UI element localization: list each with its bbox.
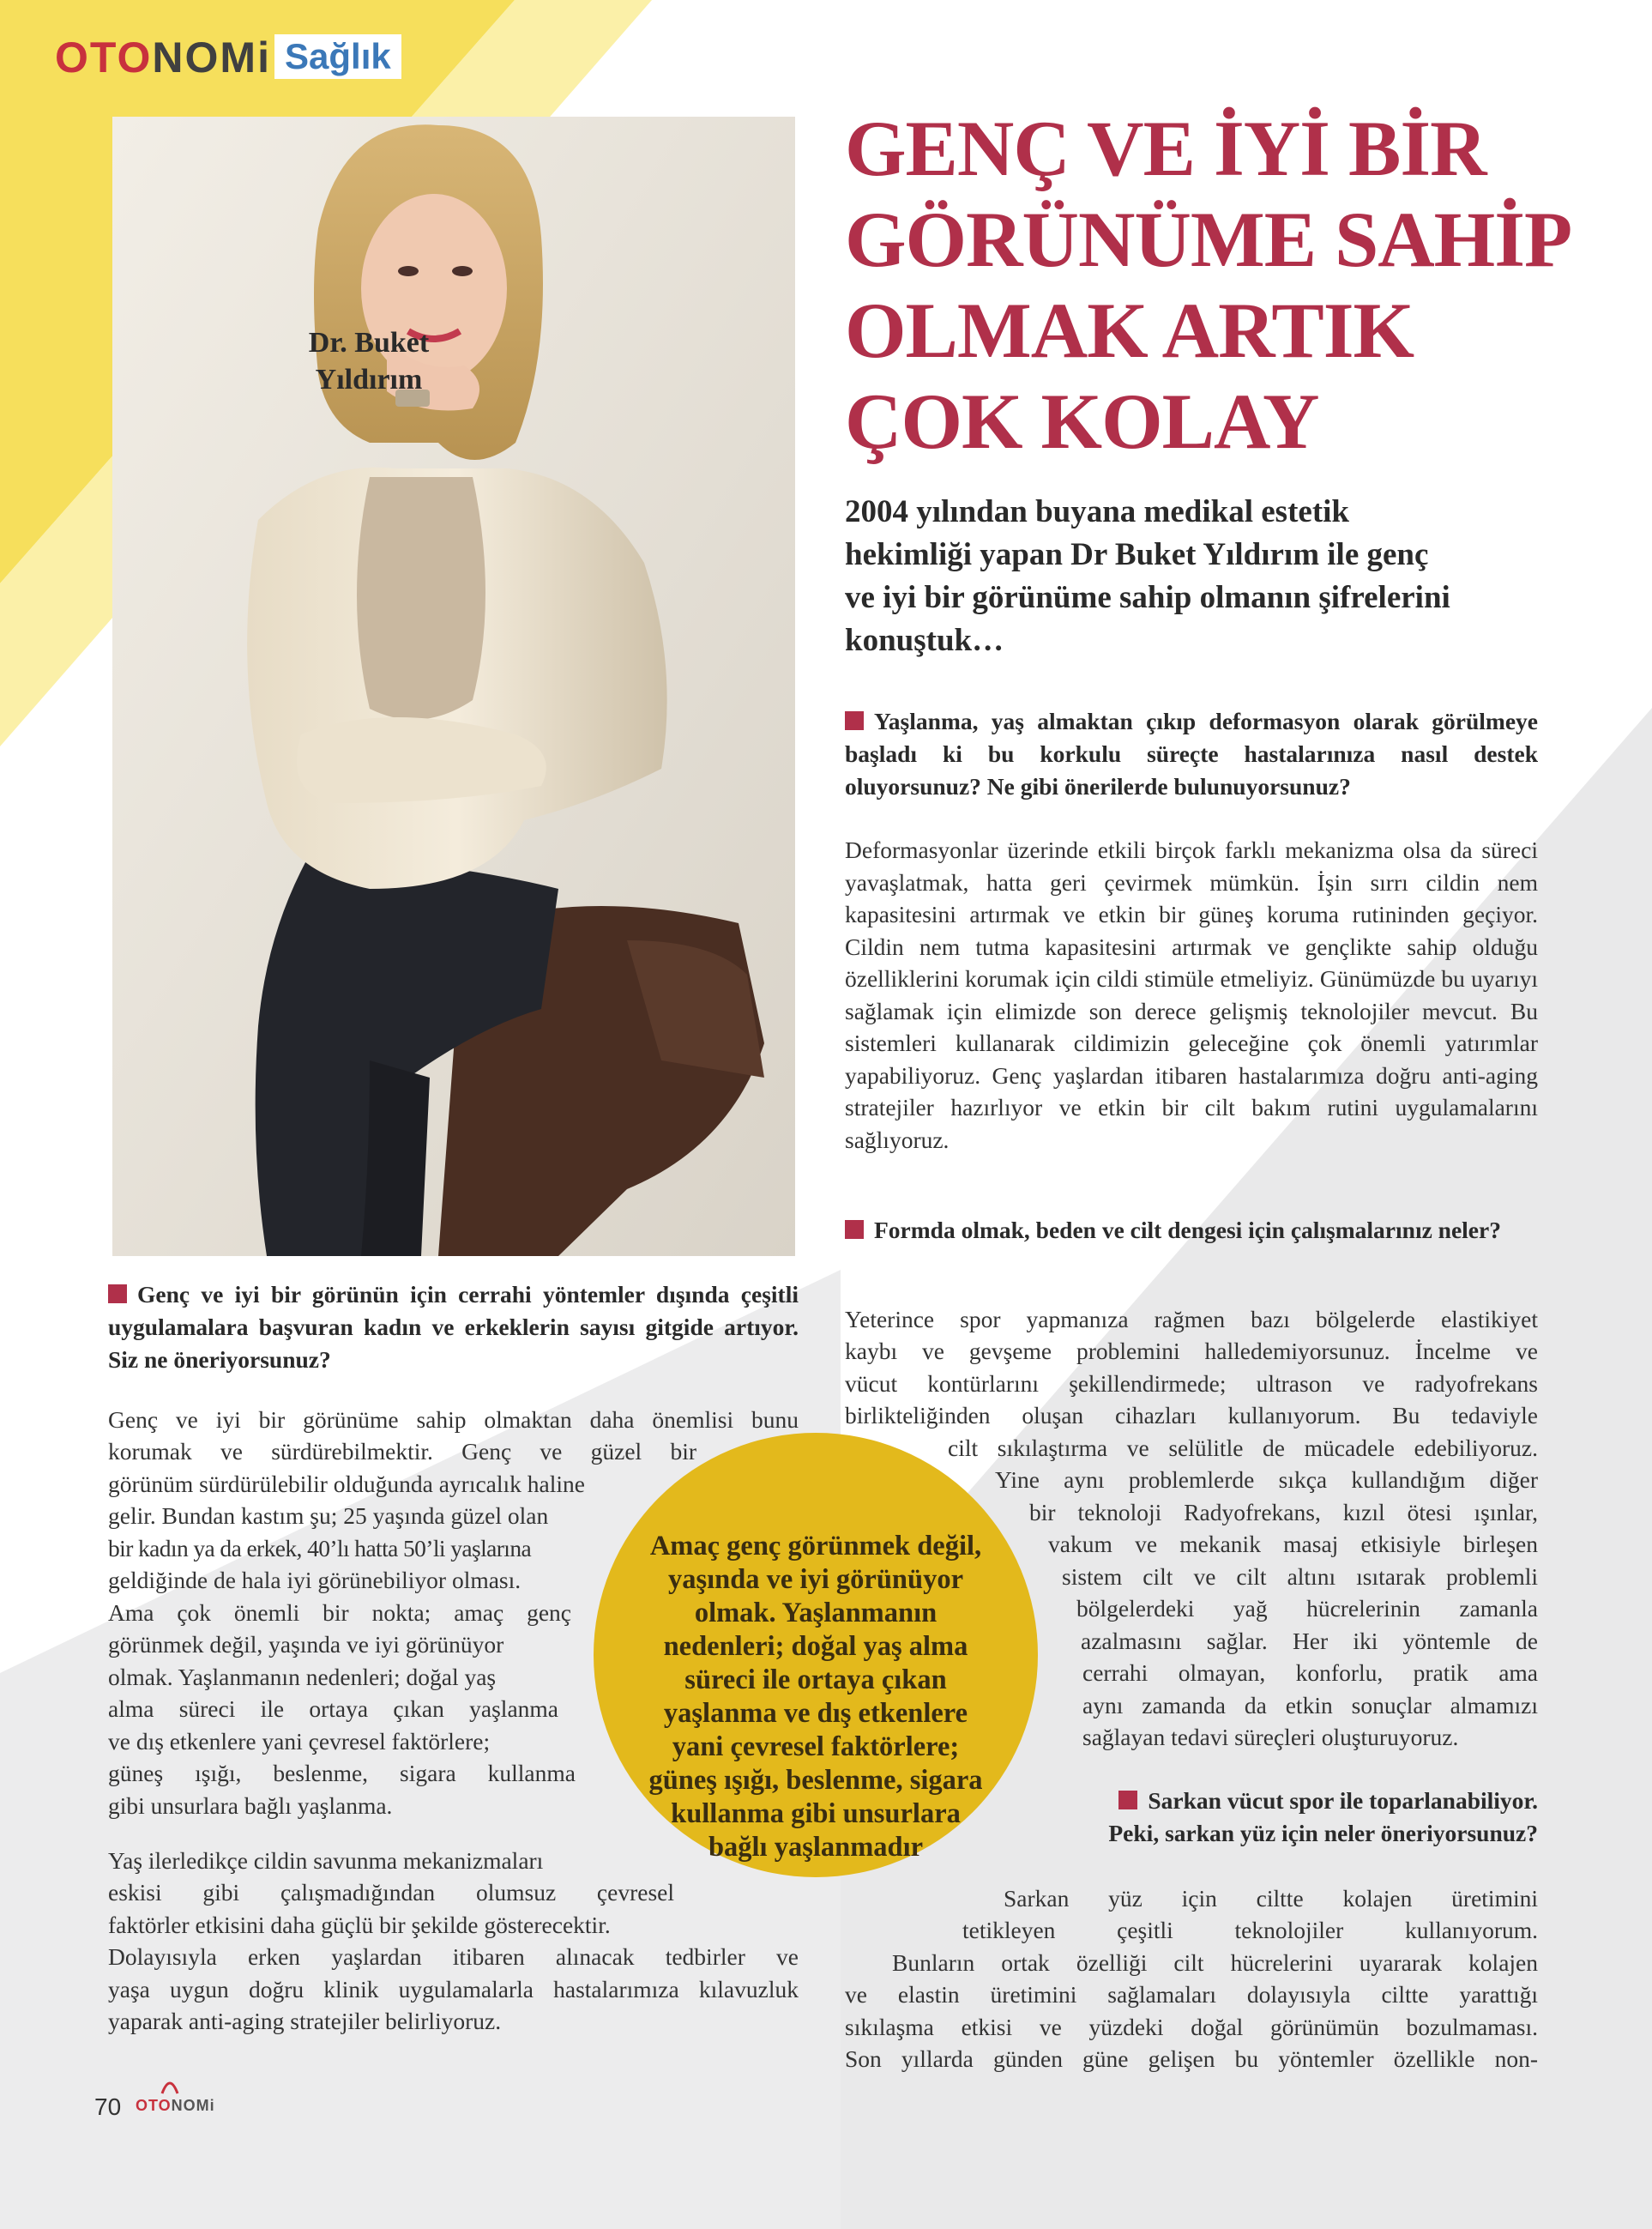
answer-line: Sarkan yüz için ciltte kolajen üretimini: [1004, 1885, 1538, 1912]
answer-line: Son yıllarda günden güne gelişen bu yöntemler özellikle non-: [845, 2045, 1538, 2072]
bullet-square-icon: [1118, 1791, 1137, 1809]
title-line: GÖRÜNÜME SAHİP: [845, 196, 1572, 283]
answer-line: vücut kontürlarını şekillendirmede; ultrason ve radyofrekans: [845, 1370, 1538, 1397]
answer-line: Dolayısıyla erken yaşlardan itibaren alınacak tedbirler ve: [108, 1943, 799, 1970]
answer-line: gibi unsurlara bağlı yaşlanma.: [108, 1792, 393, 1819]
intro-line: 2004 yılından buyana medikal estetik: [845, 494, 1350, 529]
intro-line: konuştuk…: [845, 623, 1004, 658]
title-line: OLMAK ARTIK: [845, 287, 1414, 374]
pull-quote: [623, 1530, 1009, 1864]
question-line: [1042, 1785, 1538, 1817]
answer-line: gelir. Bundan kastım şu; 25 yaşında güzel olan: [108, 1502, 549, 1529]
page-number: 70: [94, 2093, 122, 2120]
answer-line: ve dış etkenlere yani çevresel faktörlere;: [108, 1728, 491, 1755]
article-intro: [845, 491, 1497, 662]
photo-caption: [283, 324, 455, 398]
question-text: Yaşlanma, yaş almaktan çıkıp deformasyon olarak görülmeye başladı ki bu korkulu süreçte hastalarınıza nasıl destek oluyorsunuz? Ne gibi önerilerde bulunuyorsunuz?: [845, 708, 1538, 800]
caption-line: Yıldırım: [315, 364, 423, 396]
answer-line: sağlayan tedavi süreçleri oluşturuyoruz.: [1082, 1724, 1459, 1750]
answer-line: güneş ışığı, beslenme, sigara kullanma: [108, 1760, 576, 1786]
answer-line: korumak ve sürdürebilmektir. Genç ve güzel bir: [108, 1438, 696, 1465]
pull-quote-line: nedenleri; doğal yaş alma: [663, 1631, 968, 1662]
answer-line: tetikleyen çeşitli teknolojiler kullanıyorum.: [962, 1917, 1538, 1943]
answer-1: Deformasyonlar üzerinde etkili birçok farklı mekanizma olsa da süreci yavaşlatmak, hatta geri çevirmek mümkün. İşin sırrı cildin nem kapasitesini artırmak ve etkin bir güneş koruma rutininden geçiyor. Cildin nem tutma kapasitesini artırmak ve gençlikte sahip olduğu özelliklerini korumak için cildi stimüle etmeliyiz. Günümüzde bu uyarıyı sağlamak için elimizde son derece gelişmiş teknolojiler mevcut. Bu sistemleri kullanarak cildimizin geleceğine çok önemli yatırımlar yapabiliyoruz. Genç yaşlardan itibaren hastalarımıza doğru anti-aging stratejiler hazırlıyor ve etkin bir cilt bakım rutini uygulamalarını sağlıyoruz.: [845, 837, 1538, 1153]
question-3: [1042, 1785, 1538, 1850]
question-text: Sarkan vücut spor ile toparlanabiliyor.: [1148, 1787, 1538, 1814]
answer-line: Ama çok önemli bir nokta; amaç genç: [108, 1599, 571, 1626]
answer-line: yaparak anti-aging stratejiler belirliyoruz.: [108, 2008, 502, 2034]
question-line: Peki, sarkan yüz için neler öneriyorsunuz?: [1108, 1820, 1538, 1846]
question-text: Formda olmak, beden ve cilt dengesi için çalışmalarınız neler?: [874, 1217, 1501, 1243]
article-title: [845, 103, 1617, 467]
section-label: Sağlık: [274, 34, 401, 79]
answer-line: birlikteliğinden oluşan cihazları kullanıyorum. Bu tedaviyle: [845, 1402, 1538, 1429]
answer-line: faktörler etkisini daha güçlü bir şekilde gösterecektir.: [108, 1912, 611, 1938]
answer-line: Genç ve iyi bir görünüme sahip olmaktan daha önemlisi bunu: [108, 1406, 799, 1433]
answer-line: geldiğinde de hala iyi görünebiliyor olması.: [108, 1567, 522, 1593]
logo-red: OTO: [55, 33, 153, 82]
answer-line: eskisi gibi çalışmadığından olumsuz çevresel: [108, 1879, 674, 1906]
question-text: Genç ve iyi bir görünün için cerrahi yöntemler dışında çeşitli uygulamalara başvuran kadın ve erkeklerin sayısı gitgide artıyor. Siz ne öneriyorsunuz?: [108, 1281, 799, 1373]
portrait-photo: [112, 117, 795, 1256]
answer-line: ve elastin üretimini sağlamaları dolayısıyla ciltte yarattığı: [845, 1981, 1538, 2008]
answer-line: bir teknoloji Radyofrekans, kızıl ötesi ışınlar,: [1029, 1499, 1538, 1525]
footer-logo-dark: NOMi: [171, 2097, 215, 2114]
logo-arc-icon: [160, 2076, 180, 2095]
pull-quote-line: yaşında ve iyi görünüyor: [667, 1564, 963, 1595]
caption-line: Dr. Buket: [308, 327, 430, 359]
answer-line: azalmasını sağlar. Her iki yöntemle de: [1081, 1628, 1538, 1654]
answer-line: vakum ve mekanik masaj etkisiyle birleşen: [1048, 1531, 1538, 1557]
bullet-square-icon: [845, 1220, 864, 1239]
answer-line: Yaş ilerledikçe cildin savunma mekanizmaları: [108, 1847, 544, 1874]
intro-line: hekimliği yapan Dr Buket Yıldırım ile genç: [845, 537, 1429, 572]
logo-dark: NOMi: [152, 33, 271, 82]
question-2: [845, 1214, 1538, 1247]
pull-quote-line: Amaç genç görünmek değil,: [649, 1531, 982, 1562]
pull-quote-line: olmak. Yaşlanmanın: [694, 1598, 938, 1628]
answer-line: Bunların ortak özelliği cilt hücrelerini uyararak kolajen: [892, 1949, 1538, 1976]
pull-quote-line: güneş ışığı, beslenme, sigara: [648, 1765, 983, 1796]
pull-quote-line: süreci ile ortaya çıkan: [684, 1664, 947, 1695]
footer-logo-red: OTO: [136, 2097, 172, 2114]
question-1: [845, 705, 1538, 803]
answer-line: görünüm sürdürülebilir olduğunda ayrıcalık haline: [108, 1471, 585, 1497]
title-line: ÇOK KOLAY: [845, 378, 1319, 465]
answer-line: sıkılaşma etkisi ve yüzdeki doğal görünümün bozulmaması.: [845, 2014, 1538, 2040]
answer-line: görünmek değil, yaşında ve iyi görünüyor: [108, 1631, 504, 1658]
answer-line: kaybı ve gevşeme problemini halledemiyorsunuz. İncelme ve: [845, 1338, 1538, 1364]
answer-line: yaşa uygun doğru klinik uygulamalarla hastalarımıza kılavuzluk: [108, 1976, 799, 2002]
answer-line: aynı zamanda da etkin sonuçlar almamızı: [1082, 1692, 1538, 1719]
bullet-square-icon: [845, 711, 864, 730]
answer-line: Yeterince spor yapmanıza rağmen bazı bölgelerde elastikiyet: [845, 1306, 1538, 1332]
intro-line: ve iyi bir görünüme sahip olmanın şifrelerini: [845, 580, 1450, 615]
answer-line: cerrahi olmayan, konforlu, pratik ama: [1082, 1659, 1538, 1686]
answer-line: cilt sıkılaştırma ve selülitle de mücadele edebiliyoruz.: [948, 1435, 1538, 1461]
magazine-logo: [55, 33, 271, 82]
pull-quote-line: yaşlanma ve dış etkenlere: [663, 1698, 968, 1729]
answer-line: bir kadın ya da erkek, 40’lı hatta 50’li yaşlarına: [108, 1535, 532, 1562]
pull-quote-line: bağlı yaşlanmadır: [708, 1832, 924, 1863]
answer-line: olmak. Yaşlanmanın nedenleri; doğal yaş: [108, 1664, 497, 1690]
answer-line: bölgelerdeki yağ hücrelerinin zamanla: [1076, 1595, 1538, 1622]
answer-line: alma süreci ile ortaya çıkan yaşlanma: [108, 1695, 558, 1722]
pull-quote-line: kullanma gibi unsurlara: [671, 1798, 961, 1829]
bullet-square-icon: [108, 1284, 127, 1303]
question-4: [108, 1278, 799, 1376]
footer-logo: [136, 2097, 215, 2115]
answer-line: sistem cilt ve cilt altını ısıtarak problemli: [1062, 1563, 1538, 1590]
title-line: GENÇ VE İYİ BİR: [845, 105, 1486, 192]
answer-line: Yine aynı problemlerde sıkça kullandığım diğer: [995, 1466, 1538, 1493]
pull-quote-line: yani çevresel faktörlere;: [672, 1731, 960, 1762]
